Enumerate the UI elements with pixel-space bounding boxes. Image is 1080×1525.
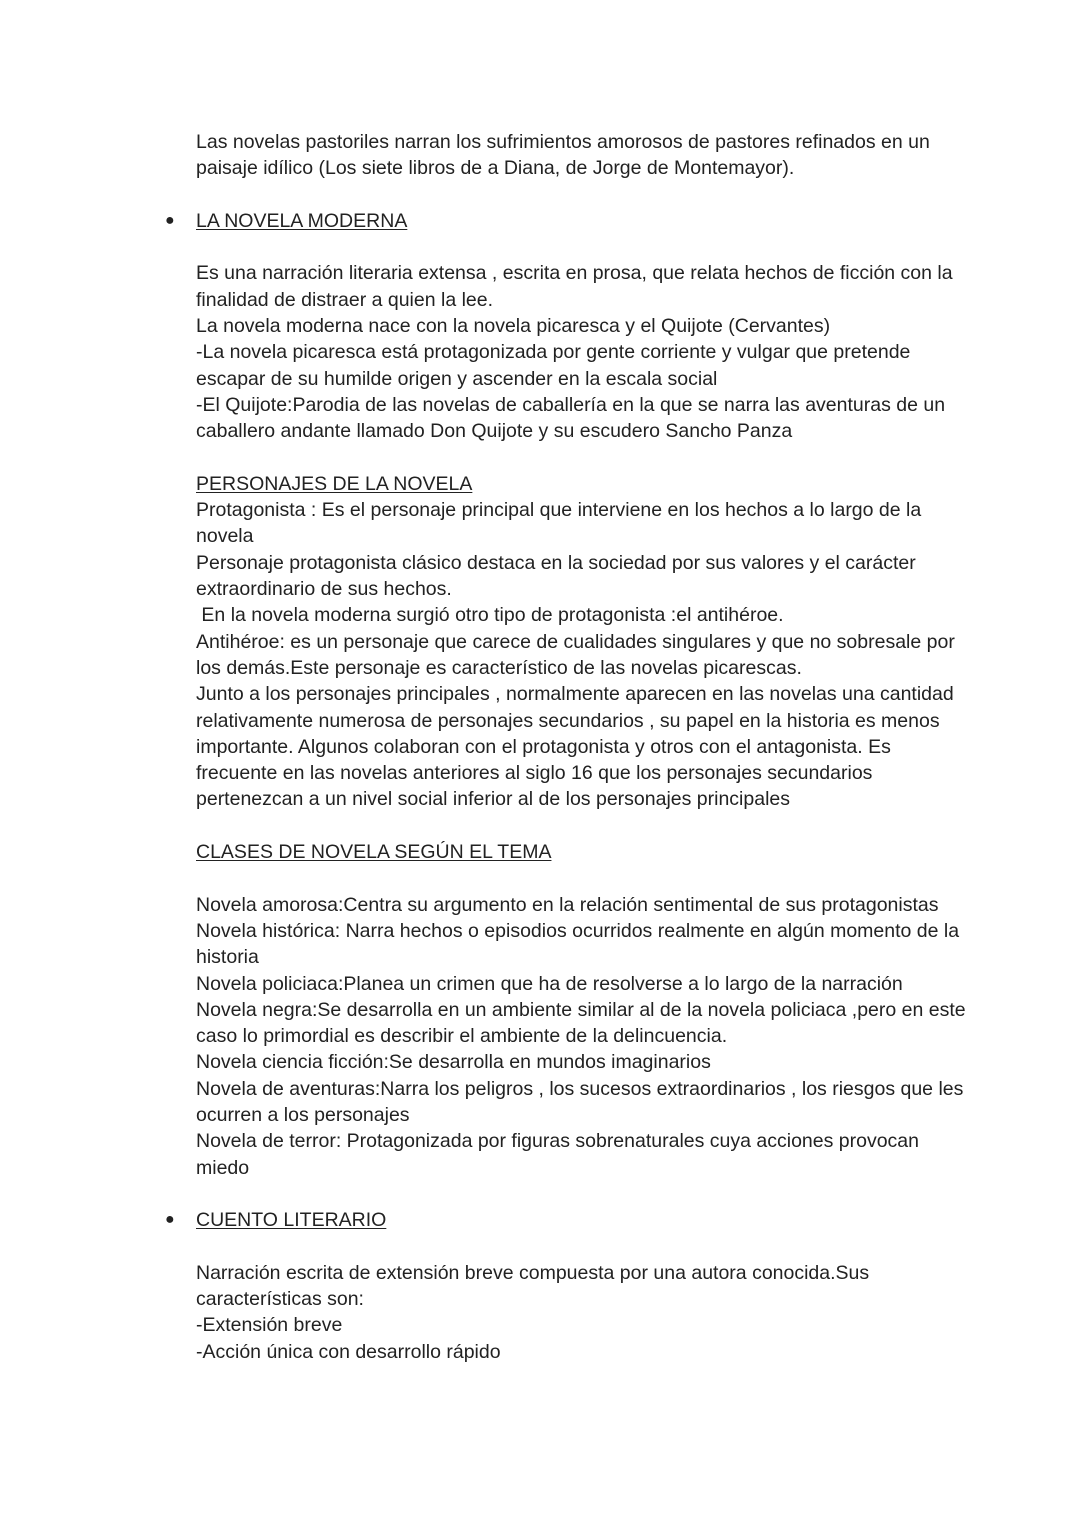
novela-ciencia-ficcion-text: Novela ciencia ficción:Se desarrolla en mundos imaginarios <box>196 1051 711 1074</box>
novela-moderna-definition: Es una narración literaria extensa , escrita en prosa, que relata hechos de ficción con la finalidad de distraer a quien la lee. <box>196 262 953 311</box>
document-body <box>165 129 966 1365</box>
spacer <box>196 1181 966 1207</box>
protagonista-text: Protagonista : Es el personaje principal que interviene en los hechos a lo largo de la novela <box>196 499 922 548</box>
novela-moderna-heading: LA NOVELA MODERNA <box>196 209 408 232</box>
antiheroe-intro-text: En la novela moderna surgió otro tipo de protagonista :el antihéroe. <box>196 604 784 627</box>
cuento-extension: -Extensión breve <box>196 1314 343 1337</box>
spacer <box>196 445 966 471</box>
personajes-heading: PERSONAJES DE LA NOVELA <box>196 472 473 495</box>
novela-amorosa-text: Novela amorosa:Centra su argumento en la relación sentimental de sus protagonistas <box>196 893 939 916</box>
cuento-heading-row <box>165 1207 966 1233</box>
bullet-icon: ● <box>165 211 175 229</box>
novela-aventuras-text: Novela de aventuras:Narra los peligros , los sucesos extraordinarios , los riesgos que les ocurren a los personajes <box>196 1077 964 1126</box>
intro-pastoral-paragraph: Las novelas pastoriles narran los sufrimientos amorosos de pastores refinados en un paisaje idílico (Los siete libros de a Diana, de Jorge de Montemayor). <box>196 131 930 180</box>
quijote-text: -El Quijote:Parodia de las novelas de caballería en la que se narra las aventuras de un caballero andante llamado Don Quijote y su escudero Sancho Panza <box>196 393 946 443</box>
novela-terror-text: Novela de terror: Protagonizada por figuras sobrenaturales cuya acciones provocan miedo <box>196 1130 919 1179</box>
spacer <box>196 182 966 208</box>
protagonista-clasico-text: Personaje protagonista clásico destaca en la sociedad por sus valores y el carácter extraordinario de sus hechos. <box>196 551 916 601</box>
cuento-heading: CUENTO LITERARIO <box>196 1209 387 1232</box>
novela-historica-text: Novela histórica: Narra hechos o episodios ocurridos realmente en algún momento de la historia <box>196 919 960 969</box>
bullet-icon: ● <box>165 1211 175 1229</box>
novela-policiaca-text: Novela policiaca:Planea un crimen que ha de resolverse a lo largo de la narración <box>196 972 903 995</box>
secundarios-text: Junto a los personajes principales , normalmente aparecen en las novelas una cantidad relativamente numerosa de personajes secundarios , su papel en la historia es menos importante. Algunos colaboran con el protagonista y otros con el antagonista. Es frecuente en las novelas anteriores al siglo 16 que los personajes secundarios pertenezcan a un nivel social inferior al de los personajes principales <box>196 683 954 811</box>
cuento-accion: -Acción única con desarrollo rápido <box>196 1340 501 1363</box>
spacer <box>196 865 966 891</box>
spacer <box>196 1233 966 1259</box>
clases-heading: CLASES DE NOVELA SEGÚN EL TEMA <box>196 841 552 864</box>
cuento-definition: Narración escrita de extensión breve compuesta por una autora conocida.Sus características son: <box>196 1261 870 1311</box>
novela-moderna-origin: La novela moderna nace con la novela picaresca y el Quijote (Cervantes) <box>196 315 831 338</box>
spacer <box>196 813 966 839</box>
spacer <box>196 234 966 260</box>
novela-picaresca-text: -La novela picaresca está protagonizada por gente corriente y vulgar que pretende escapar de su humilde origen y ascender en la escala social <box>196 341 911 390</box>
antiheroe-text: Antihéroe: es un personaje que carece de cualidades singulares y que no sobresale por los demás.Este personaje es característico de las novelas picarescas. <box>196 630 955 679</box>
novela-moderna-heading-row <box>165 208 966 234</box>
novela-negra-text: Novela negra:Se desarrolla en un ambiente similar al de la novela policiaca ,pero en este caso lo primordial es describir el ambiente de la delincuencia. <box>196 998 966 1048</box>
